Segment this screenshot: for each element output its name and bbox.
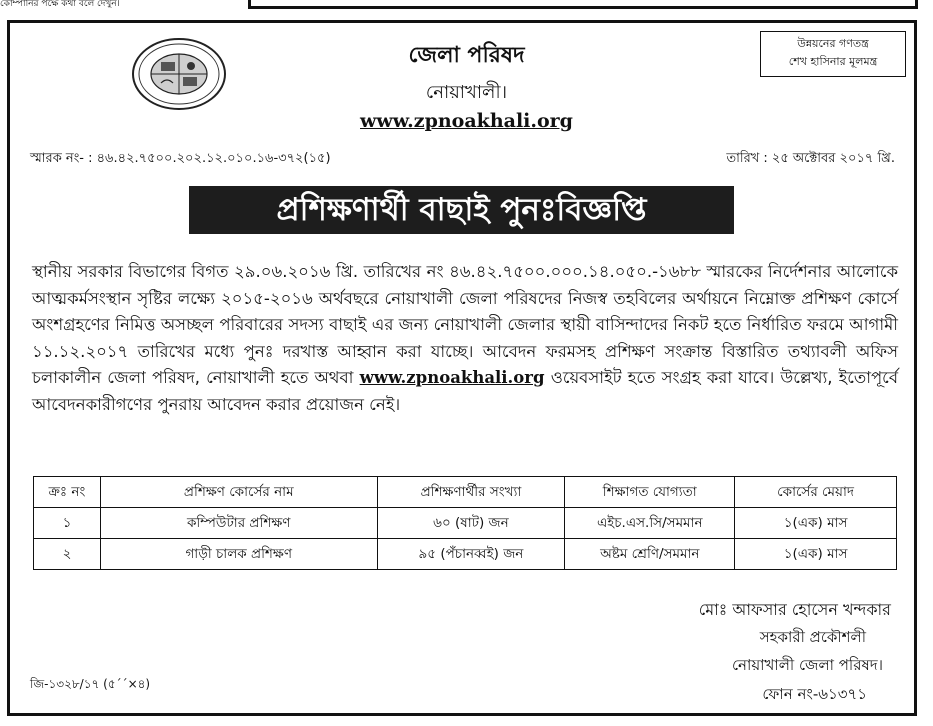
cell-trainees: ৬০ (ষাট) জন: [377, 508, 565, 539]
memo-reference: স্মারক নং- : ৪৬.৪২.৭৫০০.২০২.১২.০১০.১৬-৩৭২(১৫): [30, 151, 331, 166]
footer-code: জি-১৩২৮/১৭ (৫´´×৪): [30, 677, 151, 691]
cell-duration: ১(এক) মাস: [735, 539, 897, 570]
col-header-duration: কোর্সের মেয়াদ: [735, 477, 897, 508]
motto-line-2: শেখ হাসিনার মূলমন্ত্র: [788, 55, 878, 68]
col-header-qualification: শিক্ষাগত যোগ্যতা: [565, 477, 735, 508]
cell-serial: ১: [34, 508, 101, 539]
website-link[interactable]: www.zpnoakhali.org: [360, 110, 573, 132]
col-header-trainees: প্রশিক্ষণার্থীর সংখ্যা: [377, 477, 565, 508]
adjacent-ad-border: [248, 0, 918, 9]
signatory-office: নোয়াখালী জেলা পরিষদ।: [731, 656, 883, 674]
table-row: [34, 539, 897, 570]
notice-body: [32, 259, 898, 418]
body-website-link[interactable]: www.zpnoakhali.org: [359, 368, 545, 387]
memo-date: তারিখ : ২৫ অক্টোবর ২০১৭ খ্রি.: [726, 151, 895, 166]
cell-course: গাড়ী চালক প্রশিক্ষণ: [100, 539, 377, 570]
body-text-part-1: স্থানীয় সরকার বিভাগের বিগত ২৯.০৬.২০১৬ খ্রি. তারিখের নং ৪৬.৪২.৭৫০০.০০০.১৪.০৫০.-১৬৮৮ স্মারকের নির্দেশনার আলোকে আত্মকর্মসংস্থান সৃষ্টির লক্ষ্যে ২০১৫-২০১৬ অর্থবছরে নোয়াখালী জেলা পরিষদের নিজস্ব তহবিলের অর্থায়নে নিম্নোক্ত প্রশিক্ষণ কোর্সে অংশগ্রহণের নিমিত্ত অসচ্ছল পরিবারের সদস্য বাছাই এর জন্য নোয়াখালী জেলার স্থায়ী বাসিন্দাদের নিকট হতে নির্ধারিত ফরমে আগামী ১১.১২.২০১৭ তারিখের মধ্যে পুনঃ দরখাস্ত আহ্বান করা যাচ্ছে। আবেদন ফরমসহ প্রশিক্ষণ সংক্রান্ত বিস্তারিত তথ্যাবলী অফিস চলাকালীন জেলা পরিষদ, নোয়াখালী হতে অথবা: [32, 262, 898, 387]
motto-line-1: উন্নয়নের গণতন্ত্র: [797, 37, 869, 50]
org-name: জেলা পরিষদ: [408, 42, 525, 68]
cell-qualification: অষ্টম শ্রেণি/সমমান: [565, 539, 735, 570]
col-header-serial: ক্রঃ নং: [34, 477, 101, 508]
cell-qualification: এইচ.এস.সি/সমমান: [565, 508, 735, 539]
notice-banner-title: প্রশিক্ষণার্থী বাছাই পুনঃবিজ্ঞপ্তি: [189, 186, 734, 234]
cell-course: কম্পিউটার প্রশিক্ষণ: [100, 508, 377, 539]
signatory-phone: ফোন নং-৬১৩৭১: [762, 685, 867, 703]
table-row: [34, 508, 897, 539]
col-header-course: প্রশিক্ষণ কোর্সের নাম: [100, 477, 377, 508]
courses-table: [33, 476, 897, 570]
district-name: নোয়াখালী।: [425, 82, 508, 103]
signatory-designation: সহকারী প্রকৌশলী: [759, 628, 866, 646]
top-clipped-text: কোম্পানির পক্ষে কথা বলে দেখুন।: [0, 0, 120, 9]
body-text-part-2: ওয়েবসাইট হতে সংগ্রহ করা যাবে। উল্লেখ্য, ইতোপূর্বে আবেদনকারীগণের পুনরায় আবেদন করার প্রয়োজন নেই।: [32, 368, 898, 414]
cell-duration: ১(এক) মাস: [735, 508, 897, 539]
cell-serial: ২: [34, 539, 101, 570]
table-header-row: [34, 477, 897, 508]
signatory-name: মোঃ আফসার হোসেন খন্দকার: [698, 600, 891, 619]
motto-box: [760, 31, 906, 77]
cell-trainees: ৯৫ (পঁচানব্বই) জন: [377, 539, 565, 570]
